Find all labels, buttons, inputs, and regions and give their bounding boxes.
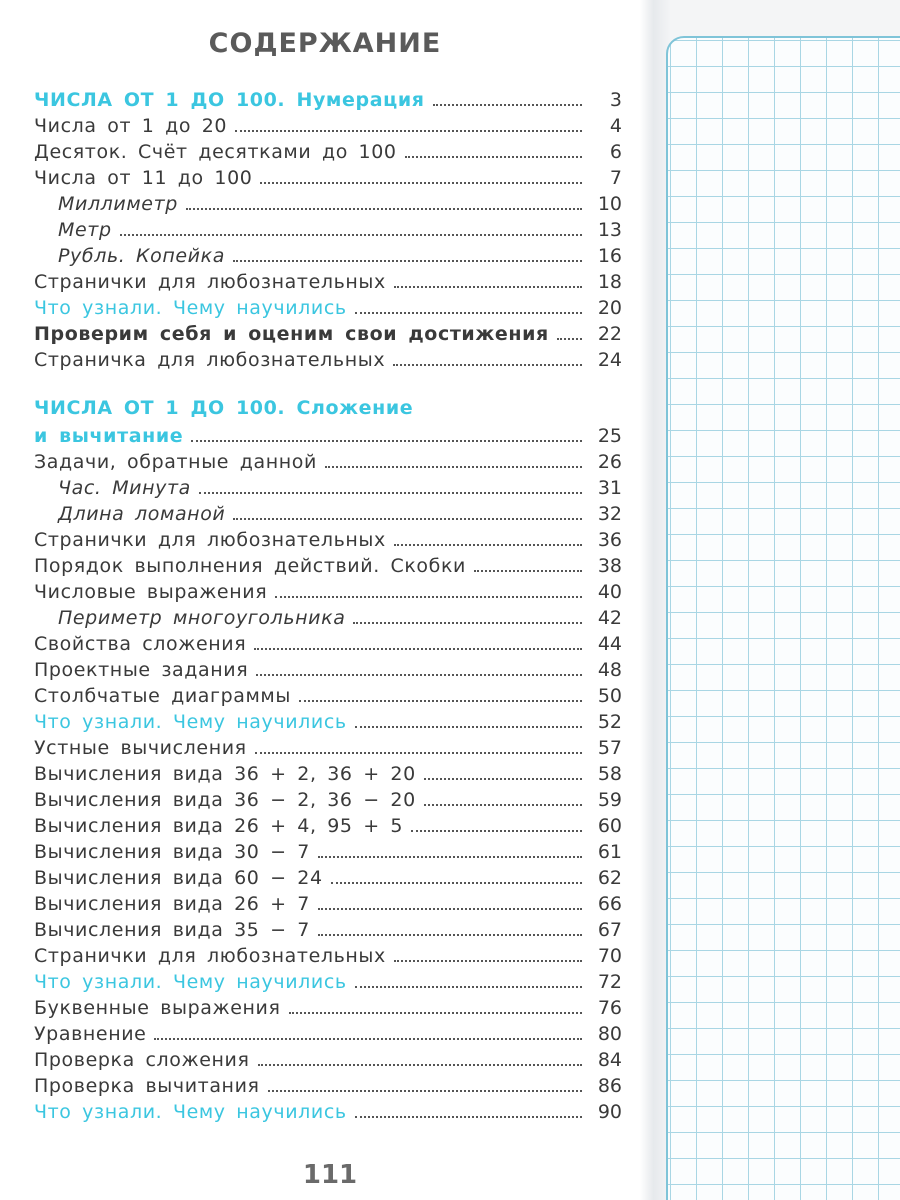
dot-leader <box>318 934 582 936</box>
dot-leader <box>191 440 582 442</box>
page-ref: 57 <box>597 737 622 759</box>
dot-leader <box>275 596 582 598</box>
dot-leader <box>394 286 582 288</box>
dot-leader <box>258 1064 583 1066</box>
page-ref: 67 <box>597 919 622 941</box>
toc-subentry: Длина ломаной 32 <box>58 503 622 525</box>
page-ref: 7 <box>609 167 622 189</box>
toc-entry: Столбчатые диаграммы 50 <box>34 685 622 707</box>
page-ref: 86 <box>597 1075 622 1097</box>
dot-leader <box>289 1012 582 1014</box>
toc-entry: Проектные задания 48 <box>34 659 622 681</box>
dot-leader <box>235 130 582 132</box>
page-ref: 40 <box>597 581 622 603</box>
dot-leader <box>318 856 582 858</box>
page-ref: 80 <box>597 1023 622 1045</box>
toc-entry: Уравнение 80 <box>34 1023 622 1045</box>
dot-leader <box>557 338 582 340</box>
page-ref: 72 <box>597 971 622 993</box>
page-ref: 36 <box>597 529 622 551</box>
page-ref: 38 <box>597 555 622 577</box>
page-ref: 25 <box>597 425 622 447</box>
page-ref: 70 <box>597 945 622 967</box>
dot-leader <box>355 1116 582 1118</box>
dot-leader <box>394 960 582 962</box>
dot-leader <box>299 700 582 702</box>
page-ref: 24 <box>597 349 622 371</box>
page-ref: 44 <box>597 633 622 655</box>
page-ref: 20 <box>597 297 622 319</box>
dot-leader <box>394 544 582 546</box>
page-ref: 10 <box>597 193 622 215</box>
toc-entry-selfcheck: Проверим себя и оценим свои достижения 22 <box>34 323 622 345</box>
toc-entry: Десяток. Счёт десятками до 100 6 <box>34 141 622 163</box>
toc-entry: Проверка вычитания 86 <box>34 1075 622 1097</box>
dot-leader <box>255 752 582 754</box>
dot-leader <box>424 778 582 780</box>
section-title-text: ЧИСЛА ОТ 1 ДО 100. Нумерация <box>34 89 425 111</box>
toc-subentry: Рубль. Копейка 16 <box>58 245 622 267</box>
toc-entry-review: Что узнали. Чему научились 72 <box>34 971 622 993</box>
toc-entry: Вычисления вида 36 − 2, 36 − 20 59 <box>34 789 622 811</box>
toc-entry: Страничка для любознательных 24 <box>34 349 622 371</box>
page-ref: 90 <box>597 1101 622 1123</box>
page-ref: 31 <box>597 477 622 499</box>
toc-entry: Задачи, обратные данной 26 <box>34 451 622 473</box>
toc-entry: Вычисления вида 26 + 4, 95 + 5 60 <box>34 815 622 837</box>
page-ref: 22 <box>597 323 622 345</box>
toc-entry: Странички для любознательных 70 <box>34 945 622 967</box>
dot-leader <box>433 104 582 106</box>
graph-paper-page <box>666 36 900 1200</box>
page-ref: 32 <box>597 503 622 525</box>
toc-entry: Числа от 11 до 100 7 <box>34 167 622 189</box>
page-ref: 59 <box>597 789 622 811</box>
toc-entry: Вычисления вида 60 − 24 62 <box>34 867 622 889</box>
contents-heading: СОДЕРЖАНИЕ <box>208 28 442 59</box>
toc-subentry: Периметр многоугольника 42 <box>58 607 622 629</box>
dot-leader <box>355 312 582 314</box>
toc-entry-review: Что узнали. Чему научились 52 <box>34 711 622 733</box>
dot-leader <box>355 986 582 988</box>
dot-leader <box>199 492 582 494</box>
page-number: 111 <box>302 1160 358 1190</box>
section-title-addition-line1: ЧИСЛА ОТ 1 ДО 100. Сложение <box>34 397 414 419</box>
dot-leader <box>355 726 582 728</box>
page-ref: 61 <box>597 841 622 863</box>
page-ref: 6 <box>609 141 622 163</box>
toc-entry: Порядок выполнения действий. Скобки 38 <box>34 555 622 577</box>
dot-leader <box>424 804 582 806</box>
toc-subentry: Час. Минута 31 <box>58 477 622 499</box>
toc-subentry: Метр 13 <box>58 219 622 241</box>
page-ref: 4 <box>609 115 622 137</box>
toc-entry: Странички для любознательных 18 <box>34 271 622 293</box>
dot-leader <box>186 208 582 210</box>
toc-entry: Вычисления вида 30 − 7 61 <box>34 841 622 863</box>
page-ref: 84 <box>597 1049 622 1071</box>
dot-leader <box>254 648 582 650</box>
page-ref: 50 <box>597 685 622 707</box>
page-ref: 13 <box>597 219 622 241</box>
toc-entry: Вычисления вида 35 − 7 67 <box>34 919 622 941</box>
dot-leader <box>393 364 582 366</box>
dot-leader <box>411 830 582 832</box>
toc-entry: Устные вычисления 57 <box>34 737 622 759</box>
toc-entry: Числовые выражения 40 <box>34 581 622 603</box>
dot-leader <box>233 260 582 262</box>
toc-entry: Проверка сложения 84 <box>34 1049 622 1071</box>
toc-entry: Числа от 1 до 20 4 <box>34 115 622 137</box>
dot-leader <box>256 674 582 676</box>
dot-leader <box>268 1090 582 1092</box>
page-ref: 16 <box>597 245 622 267</box>
page-ref: 18 <box>597 271 622 293</box>
toc-entry: Странички для любознательных 36 <box>34 529 622 551</box>
toc-entry: Свойства сложения 44 <box>34 633 622 655</box>
section-title-numeration <box>34 86 622 112</box>
dot-leader <box>154 1038 582 1040</box>
dot-leader <box>405 156 582 158</box>
page-ref: 3 <box>609 89 622 111</box>
dot-leader <box>318 908 582 910</box>
page-ref: 62 <box>597 867 622 889</box>
page-ref: 58 <box>597 763 622 785</box>
toc-entry: Вычисления вида 26 + 7 66 <box>34 893 622 915</box>
dot-leader <box>233 518 582 520</box>
page-ref: 52 <box>597 711 622 733</box>
toc-entry-review: Что узнали. Чему научились 90 <box>34 1101 622 1123</box>
dot-leader <box>474 570 582 572</box>
toc-entry: Буквенные выражения 76 <box>34 997 622 1019</box>
page-ref: 48 <box>597 659 622 681</box>
toc-entry: Вычисления вида 36 + 2, 36 + 20 58 <box>34 763 622 785</box>
dot-leader <box>325 466 582 468</box>
section-title-addition-line2: и вычитание 25 <box>34 425 622 447</box>
page-ref: 76 <box>597 997 622 1019</box>
page-ref: 66 <box>597 893 622 915</box>
dot-leader <box>120 234 582 236</box>
dot-leader <box>353 622 582 624</box>
page-ref: 42 <box>597 607 622 629</box>
toc-entry-review: Что узнали. Чему научились 20 <box>34 297 622 319</box>
page-ref: 26 <box>597 451 622 473</box>
page-ref: 60 <box>597 815 622 837</box>
dot-leader <box>260 182 582 184</box>
toc-subentry: Миллиметр 10 <box>58 193 622 215</box>
dot-leader <box>331 882 582 884</box>
